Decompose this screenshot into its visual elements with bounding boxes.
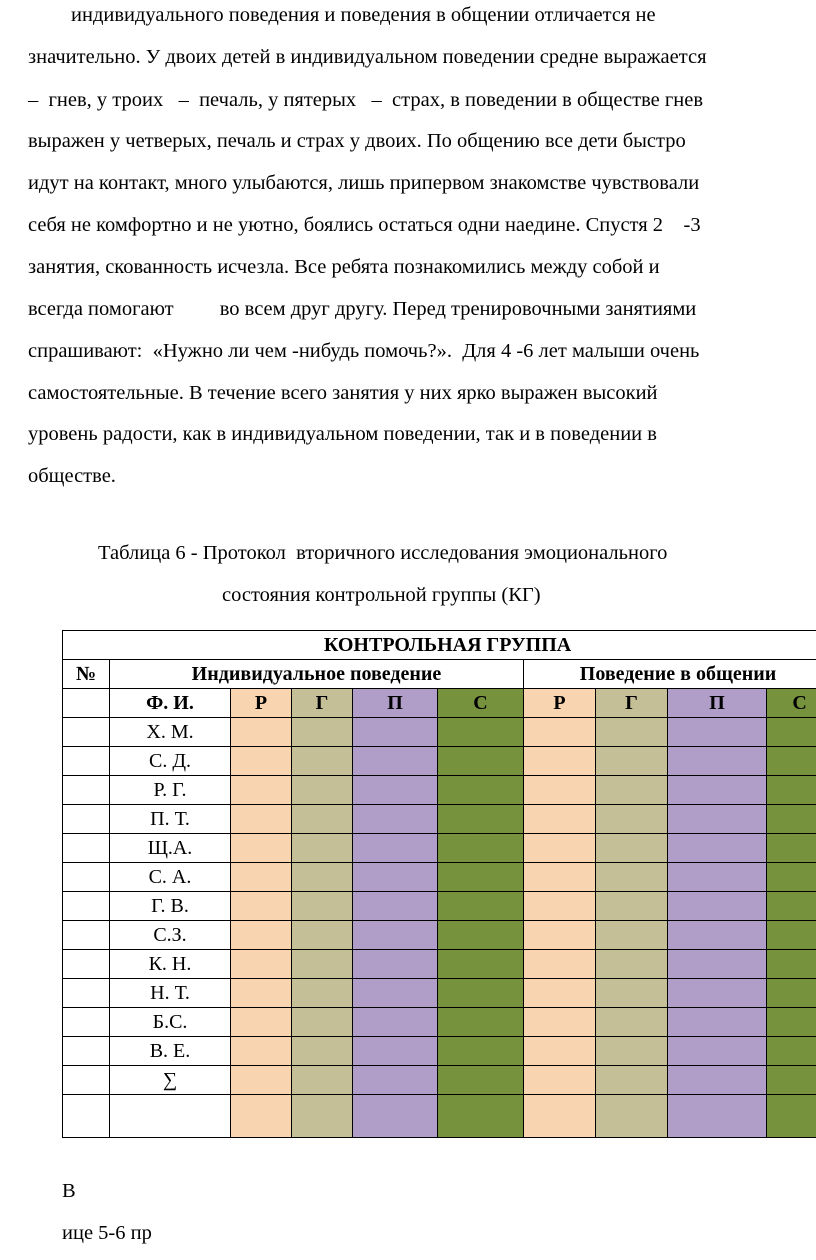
col-g-header: Г — [292, 689, 353, 718]
score-cell — [438, 892, 524, 921]
table-row — [63, 921, 816, 950]
score-cell — [668, 1008, 767, 1037]
score-cell — [231, 892, 292, 921]
score-cell — [353, 1008, 438, 1037]
score-cell — [524, 1066, 596, 1095]
table-caption-line1: Таблица 6 - Протокол вторичного исследования эмоционального — [98, 542, 668, 564]
col-g-header: Г — [596, 689, 668, 718]
score-cell — [231, 921, 292, 950]
fio-header: Ф. И. — [110, 689, 231, 718]
table-row — [63, 805, 816, 834]
score-cell — [231, 1066, 292, 1095]
child-initials: Х. М. — [110, 718, 231, 747]
sum-cell: ∑ — [110, 1066, 231, 1095]
score-cell — [668, 805, 767, 834]
score-cell — [668, 747, 767, 776]
paragraph-line: уровень радости, как в индивидуальном поведении, так и в поведении в — [28, 423, 657, 445]
score-cell — [524, 892, 596, 921]
paragraph-line: идут на контакт, много улыбаются, лишь припервом знакомстве чувствовали — [28, 172, 700, 194]
score-cell — [596, 1066, 668, 1095]
child-initials: Н. Т. — [110, 979, 231, 1008]
score-cell — [292, 950, 353, 979]
score-cell — [292, 1095, 353, 1138]
score-cell — [438, 1095, 524, 1138]
num-cell — [63, 1008, 110, 1037]
group-social-header: Поведение в общении — [524, 660, 816, 689]
child-initials: Г. В. — [110, 892, 231, 921]
child-initials: Р. Г. — [110, 776, 231, 805]
table-row — [63, 979, 816, 1008]
score-cell — [231, 950, 292, 979]
score-cell — [353, 805, 438, 834]
score-cell — [438, 979, 524, 1008]
score-cell — [767, 1037, 816, 1066]
col-s-header: С — [438, 689, 524, 718]
score-cell — [292, 863, 353, 892]
num-header: № — [63, 660, 110, 689]
score-cell — [767, 776, 816, 805]
num-cell — [63, 863, 110, 892]
score-cell — [524, 776, 596, 805]
score-cell — [524, 1037, 596, 1066]
num-cell — [63, 921, 110, 950]
score-cell — [438, 805, 524, 834]
score-cell — [668, 1066, 767, 1095]
child-initials: С.З. — [110, 921, 231, 950]
score-cell — [767, 921, 816, 950]
score-cell — [767, 1095, 816, 1138]
table-body — [63, 718, 816, 1066]
paragraph-line: выражен у четверых, печаль и страх у двоих. По общению все дети быстро — [28, 130, 686, 152]
score-cell — [231, 805, 292, 834]
num-cell — [63, 689, 110, 718]
col-s-header: С — [767, 689, 816, 718]
score-cell — [524, 834, 596, 863]
score-cell — [767, 892, 816, 921]
score-cell — [292, 834, 353, 863]
score-cell — [353, 1095, 438, 1138]
score-cell — [438, 834, 524, 863]
group-individual-header: Индивидуальное поведение — [110, 660, 524, 689]
num-cell — [63, 834, 110, 863]
table-row — [63, 1037, 816, 1066]
score-cell — [596, 1095, 668, 1138]
score-cell — [668, 892, 767, 921]
table-title: КОНТРОЛЬНАЯ ГРУППА — [63, 631, 816, 660]
score-cell — [596, 1008, 668, 1037]
score-cell — [231, 747, 292, 776]
score-cell — [668, 1037, 767, 1066]
score-cell — [292, 892, 353, 921]
table-caption-line2: состояния контрольной группы (КГ) — [222, 584, 541, 606]
score-cell — [767, 979, 816, 1008]
score-cell — [596, 718, 668, 747]
score-cell — [292, 718, 353, 747]
table-row — [63, 1008, 816, 1037]
child-initials: В. Е. — [110, 1037, 231, 1066]
table-row — [63, 950, 816, 979]
score-cell — [231, 834, 292, 863]
score-cell — [767, 863, 816, 892]
score-cell — [438, 776, 524, 805]
num-cell — [63, 805, 110, 834]
score-cell — [292, 979, 353, 1008]
num-cell — [63, 718, 110, 747]
score-cell — [596, 834, 668, 863]
score-cell — [524, 950, 596, 979]
score-cell — [353, 950, 438, 979]
score-cell — [231, 718, 292, 747]
num-cell — [63, 1037, 110, 1066]
table-row — [63, 834, 816, 863]
score-cell — [596, 979, 668, 1008]
child-initials: С. А. — [110, 863, 231, 892]
table-row — [63, 747, 816, 776]
score-cell — [353, 718, 438, 747]
paragraph-line: обществе. — [28, 465, 116, 487]
score-cell — [438, 1008, 524, 1037]
score-cell — [767, 1008, 816, 1037]
score-cell — [767, 834, 816, 863]
paragraph-line: – гнев, у троих – печаль, у пятерых – страх, в поведении в обществе гнев — [28, 89, 704, 111]
num-cell — [63, 776, 110, 805]
col-r-header: Р — [231, 689, 292, 718]
score-cell — [668, 863, 767, 892]
paragraph-line: самостоятельные. В течение всего занятия у них ярко выражен высокий — [28, 382, 658, 404]
score-cell — [524, 1095, 596, 1138]
score-cell — [438, 718, 524, 747]
score-cell — [438, 863, 524, 892]
score-cell — [596, 776, 668, 805]
score-cell — [596, 1037, 668, 1066]
num-cell — [63, 979, 110, 1008]
score-cell — [231, 776, 292, 805]
score-cell — [524, 718, 596, 747]
tail-line: В — [62, 1180, 76, 1202]
score-cell — [596, 921, 668, 950]
score-cell — [524, 747, 596, 776]
col-r-header: Р — [524, 689, 596, 718]
paragraph-line: значительно. У двоих детей в индивидуальном поведении средне выражается — [28, 46, 707, 68]
tail-line: ице 5-6 пр — [62, 1222, 152, 1244]
score-cell — [231, 863, 292, 892]
score-cell — [524, 979, 596, 1008]
table-row — [63, 776, 816, 805]
score-cell — [353, 834, 438, 863]
score-cell — [292, 1066, 353, 1095]
score-cell — [353, 1066, 438, 1095]
col-p-header: П — [668, 689, 767, 718]
score-cell — [668, 834, 767, 863]
score-cell — [231, 1008, 292, 1037]
num-cell — [63, 950, 110, 979]
table-row — [63, 892, 816, 921]
score-cell — [767, 805, 816, 834]
col-p-header: П — [353, 689, 438, 718]
child-initials: С. Д. — [110, 747, 231, 776]
score-cell — [767, 1066, 816, 1095]
score-cell — [767, 718, 816, 747]
score-cell — [668, 1095, 767, 1138]
score-cell — [438, 747, 524, 776]
score-cell — [668, 979, 767, 1008]
score-cell — [292, 776, 353, 805]
num-cell — [63, 747, 110, 776]
score-cell — [596, 747, 668, 776]
score-cell — [438, 921, 524, 950]
score-cell — [596, 892, 668, 921]
score-cell — [353, 979, 438, 1008]
score-cell — [524, 921, 596, 950]
score-cell — [353, 863, 438, 892]
paragraph-line: занятия, скованность исчезла. Все ребята познакомились между собой и — [28, 256, 660, 278]
score-cell — [231, 1037, 292, 1066]
score-cell — [596, 863, 668, 892]
paragraph-line: всегда помогают во всем друг другу. Перед тренировочными занятиями — [28, 298, 697, 320]
score-cell — [668, 921, 767, 950]
score-cell — [353, 747, 438, 776]
score-cell — [596, 950, 668, 979]
empty-cell — [110, 1095, 231, 1138]
score-cell — [231, 979, 292, 1008]
control-group-table — [62, 630, 816, 1138]
score-cell — [353, 921, 438, 950]
score-cell — [231, 1095, 292, 1138]
score-cell — [353, 892, 438, 921]
score-cell — [524, 805, 596, 834]
score-cell — [353, 1037, 438, 1066]
num-cell — [63, 1066, 110, 1095]
score-cell — [767, 747, 816, 776]
child-initials: К. Н. — [110, 950, 231, 979]
score-cell — [292, 805, 353, 834]
score-cell — [668, 718, 767, 747]
paragraph-line: спрашивают: «Нужно ли чем -нибудь помочь?». Для 4 -6 лет малыши очень — [28, 340, 700, 362]
score-cell — [524, 863, 596, 892]
score-cell — [292, 1037, 353, 1066]
score-cell — [353, 776, 438, 805]
score-cell — [668, 776, 767, 805]
child-initials: Б.С. — [110, 1008, 231, 1037]
paragraph-line: индивидуального поведения и поведения в общении отличается не — [71, 4, 656, 26]
score-cell — [292, 921, 353, 950]
table-row — [63, 718, 816, 747]
score-cell — [438, 1066, 524, 1095]
paragraph-line: себя не комфортно и не уютно, боялись остаться одни наедине. Спустя 2 -3 — [28, 214, 701, 236]
score-cell — [596, 805, 668, 834]
score-cell — [767, 950, 816, 979]
score-cell — [292, 1008, 353, 1037]
child-initials: Щ.А. — [110, 834, 231, 863]
score-cell — [524, 1008, 596, 1037]
score-cell — [292, 747, 353, 776]
table-row — [63, 863, 816, 892]
score-cell — [668, 950, 767, 979]
score-cell — [438, 950, 524, 979]
num-cell — [63, 1095, 110, 1138]
score-cell — [438, 1037, 524, 1066]
child-initials: П. Т. — [110, 805, 231, 834]
num-cell — [63, 892, 110, 921]
